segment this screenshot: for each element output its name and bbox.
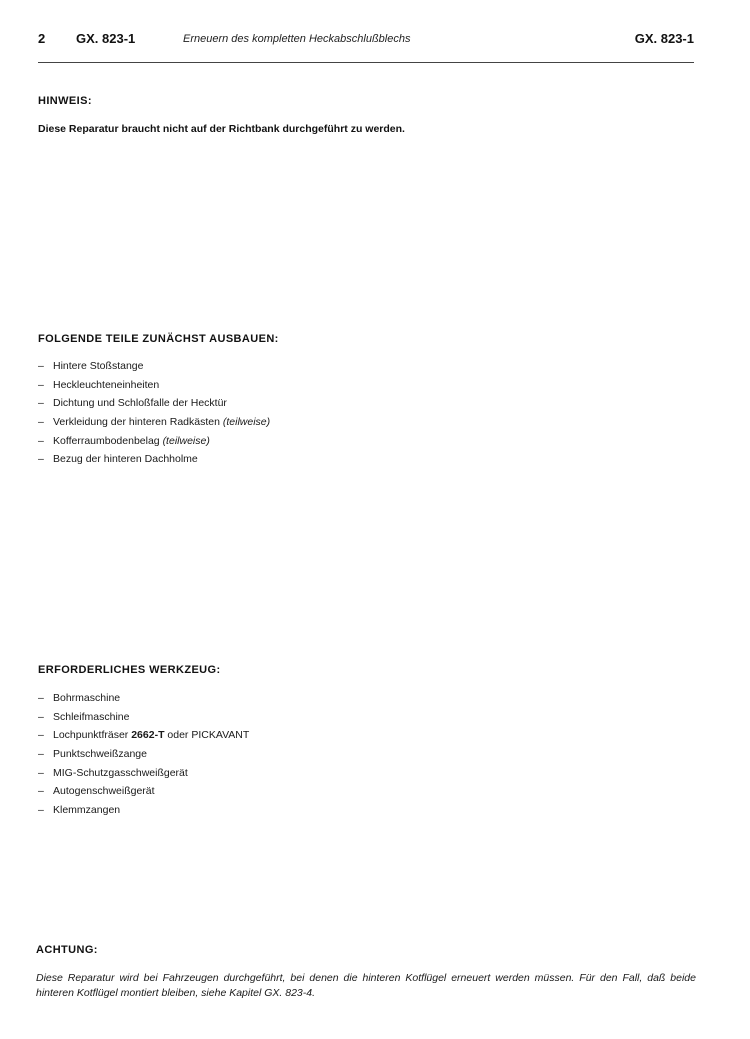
document-code-left: GX. 823-1 xyxy=(76,31,136,46)
list-item: – Klemmzangen xyxy=(38,804,121,817)
list-item: – Verkleidung der hinteren Radkästen (teilweise) xyxy=(38,416,271,429)
hinweis-heading: HINWEIS: xyxy=(38,95,92,107)
list-item: – Bezug der hinteren Dachholme xyxy=(38,453,198,466)
list-item: – Bohrmaschine xyxy=(38,692,121,704)
list-item: – MIG-Schutzgasschweißgerät xyxy=(38,766,188,779)
list-item: – Schleifmaschine xyxy=(38,710,130,723)
list-item: – Dichtung und Schloßfalle der Hecktür xyxy=(38,397,227,410)
werkzeug-list xyxy=(38,689,249,820)
teile-heading: FOLGENDE TEILE ZUNÄCHST AUSBAUEN: xyxy=(38,333,279,345)
achtung-heading: ACHTUNG: xyxy=(36,944,98,956)
list-item: – Hintere Stoßstange xyxy=(38,360,144,372)
teile-list xyxy=(38,357,270,469)
list-item: – Autogenschweißgerät xyxy=(38,785,155,798)
list-item: – Kofferraumbodenbelag (teilweise) xyxy=(38,434,210,447)
document-code-right: GX. 823-1 xyxy=(634,31,694,46)
list-item: – Heckleuchteneinheiten xyxy=(38,378,160,391)
hinweis-text: Diese Reparatur braucht nicht auf der Richtbank durchgeführt zu werden. xyxy=(38,123,405,135)
header-divider xyxy=(38,62,694,63)
werkzeug-heading: ERFORDERLICHES WERKZEUG: xyxy=(38,664,221,676)
list-item: – Lochpunktfräser 2662-T oder PICKAVANT xyxy=(38,729,250,742)
page-number: 2 xyxy=(38,31,46,46)
achtung-text: Diese Reparatur wird bei Fahrzeugen durchgeführt, bei denen die hinteren Kotflügel erneuert werden müssen. Für den Fall, daß beide hinteren Kotflügel montiert bleiben, siehe Kapitel GX. 823-4. xyxy=(36,972,696,999)
page-title: Erneuern des kompletten Heckabschlußblechs xyxy=(183,33,411,45)
list-item: – Punktschweißzange xyxy=(38,748,147,761)
